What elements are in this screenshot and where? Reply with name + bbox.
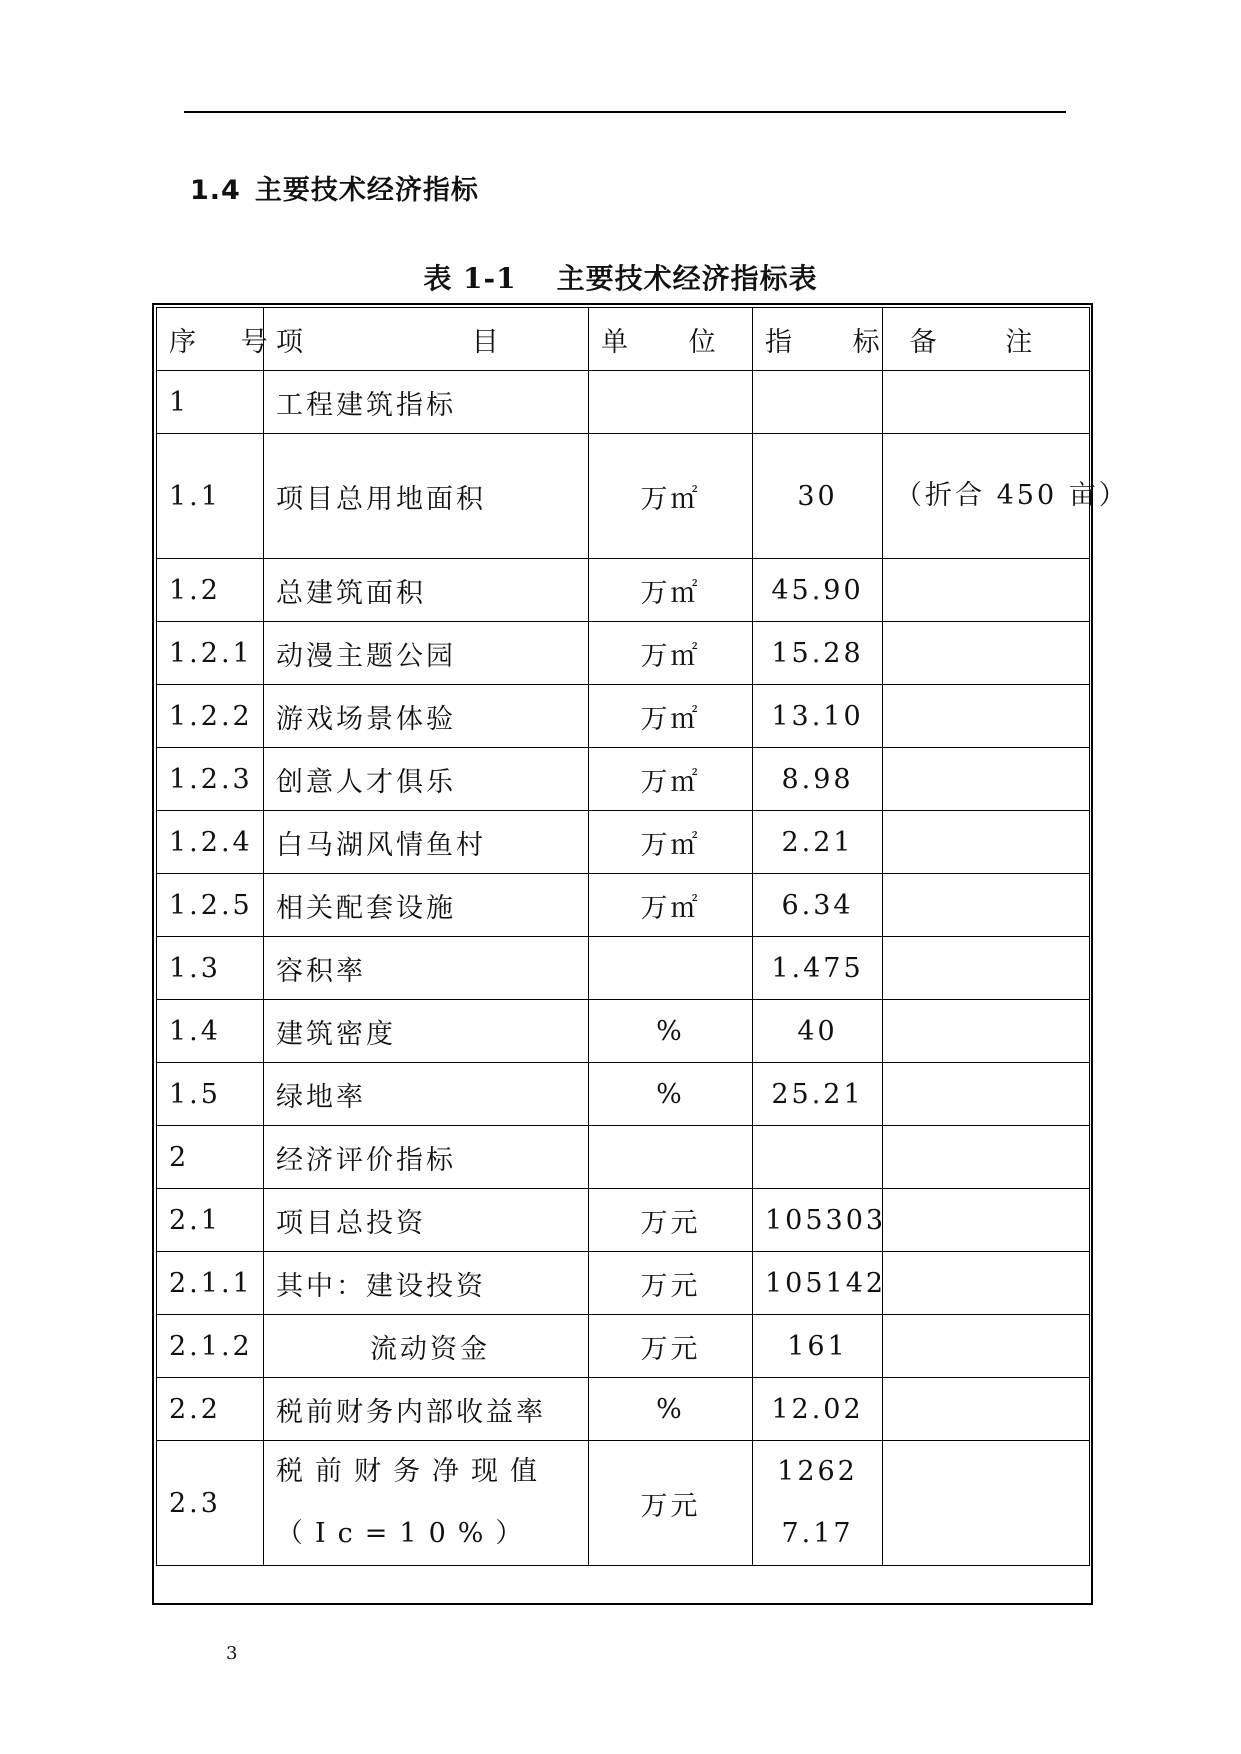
row-unit: 万㎡ <box>589 874 753 937</box>
header-cell-no: 序 号 <box>157 308 264 371</box>
row-no: 1 <box>157 371 264 434</box>
row-unit: 万㎡ <box>589 685 753 748</box>
row-value: 12.02 <box>753 1378 883 1441</box>
row-unit: 万㎡ <box>589 622 753 685</box>
row-unit: 万㎡ <box>589 559 753 622</box>
row-item: 游戏场景体验 <box>264 685 589 748</box>
row-no: 2 <box>157 1126 264 1189</box>
row-item: 容积率 <box>264 937 589 1000</box>
section-number: 1.4 <box>190 175 241 206</box>
row-note <box>883 622 1090 685</box>
page-number: 3 <box>226 1643 238 1664</box>
row-unit: 万元 <box>589 1315 753 1378</box>
table-row <box>157 1063 1090 1126</box>
row-unit: % <box>589 1000 753 1063</box>
row-no: 1.2.5 <box>157 874 264 937</box>
header-cell-value: 指 标 <box>753 308 883 371</box>
row-item-sub: （Ic=10%） <box>276 1518 535 1549</box>
row-no: 2.1.2 <box>157 1315 264 1378</box>
row-unit: % <box>589 1378 753 1441</box>
row-no: 2.3 <box>157 1441 264 1566</box>
row-value: 12627.17 <box>753 1441 883 1566</box>
row-no: 1.3 <box>157 937 264 1000</box>
table-row <box>157 937 1090 1000</box>
row-note: （折合 450 亩） <box>883 434 1090 559</box>
row-note <box>883 1378 1090 1441</box>
row-item: 绿地率 <box>264 1063 589 1126</box>
row-no: 1.2.2 <box>157 685 264 748</box>
row-item: 白马湖风情鱼村 <box>264 811 589 874</box>
row-item: 其中：建设投资 <box>264 1252 589 1315</box>
table-row <box>157 1000 1090 1063</box>
table-row <box>157 874 1090 937</box>
table-caption-number: 表 1-1 <box>423 262 517 295</box>
table-header-row <box>157 308 1090 371</box>
row-note <box>883 371 1090 434</box>
row-item: 动漫主题公园 <box>264 622 589 685</box>
row-no: 2.1.1 <box>157 1252 264 1315</box>
row-item: 相关配套设施 <box>264 874 589 937</box>
row-value: 25.21 <box>753 1063 883 1126</box>
row-note <box>883 1315 1090 1378</box>
row-value: 13.10 <box>753 685 883 748</box>
row-value: 105142 <box>753 1252 883 1315</box>
row-unit: 万㎡ <box>589 434 753 559</box>
table-row <box>157 1189 1090 1252</box>
table-row <box>157 434 1090 559</box>
row-value: 1.475 <box>753 937 883 1000</box>
row-note <box>883 1126 1090 1189</box>
table-row <box>157 371 1090 434</box>
row-no: 1.2.3 <box>157 748 264 811</box>
row-value <box>753 1126 883 1189</box>
row-no: 1.5 <box>157 1063 264 1126</box>
row-note <box>883 559 1090 622</box>
row-item: 项目总用地面积 <box>264 434 589 559</box>
row-note <box>883 1252 1090 1315</box>
row-note <box>883 874 1090 937</box>
section-title: 主要技术经济指标 <box>254 175 479 206</box>
row-unit <box>589 371 753 434</box>
row-item: 经济评价指标 <box>264 1126 589 1189</box>
row-note <box>883 937 1090 1000</box>
row-value: 6.34 <box>753 874 883 937</box>
row-value: 8.98 <box>753 748 883 811</box>
row-value: 105303 <box>753 1189 883 1252</box>
row-unit: 万元 <box>589 1441 753 1566</box>
row-no: 1.2 <box>157 559 264 622</box>
row-unit: 万㎡ <box>589 811 753 874</box>
row-item: 流动资金 <box>264 1315 589 1378</box>
row-item: 总建筑面积 <box>264 559 589 622</box>
row-item <box>264 1441 589 1566</box>
table-row <box>157 1252 1090 1315</box>
row-note <box>883 748 1090 811</box>
row-item: 建筑密度 <box>264 1000 589 1063</box>
row-value: 161 <box>753 1315 883 1378</box>
row-note <box>883 811 1090 874</box>
table-row <box>157 1441 1090 1566</box>
header-cell-unit: 单 位 <box>589 308 753 371</box>
row-item: 创意人才俱乐 <box>264 748 589 811</box>
row-unit: 万元 <box>589 1189 753 1252</box>
row-no: 1.4 <box>157 1000 264 1063</box>
row-item-main: 税前财务净现值 <box>276 1456 549 1487</box>
header-rule <box>184 111 1066 113</box>
row-no: 2.2 <box>157 1378 264 1441</box>
row-note <box>883 1063 1090 1126</box>
header-cell-note: 备 注 <box>883 308 1090 371</box>
row-note <box>883 1441 1090 1566</box>
row-note <box>883 685 1090 748</box>
table-row <box>157 559 1090 622</box>
row-unit <box>589 1126 753 1189</box>
row-unit: 万㎡ <box>589 748 753 811</box>
header-cell-item: 项 目 <box>264 308 589 371</box>
row-unit: 万元 <box>589 1252 753 1315</box>
row-no: 1.2.4 <box>157 811 264 874</box>
table-row <box>157 1126 1090 1189</box>
row-note <box>883 1000 1090 1063</box>
row-no: 2.1 <box>157 1189 264 1252</box>
row-no: 1.2.1 <box>157 622 264 685</box>
row-value: 40 <box>753 1000 883 1063</box>
row-value: 30 <box>753 434 883 559</box>
section-heading <box>190 168 479 207</box>
row-value: 15.28 <box>753 622 883 685</box>
row-no: 1.1 <box>157 434 264 559</box>
row-unit <box>589 937 753 1000</box>
row-value <box>753 371 883 434</box>
row-unit: % <box>589 1063 753 1126</box>
table-row <box>157 685 1090 748</box>
table-row <box>157 1315 1090 1378</box>
table-caption <box>0 257 1241 297</box>
row-note <box>883 1189 1090 1252</box>
row-value: 45.90 <box>753 559 883 622</box>
row-value: 2.21 <box>753 811 883 874</box>
table-row <box>157 1378 1090 1441</box>
table-row <box>157 811 1090 874</box>
table-row <box>157 748 1090 811</box>
indicator-table <box>156 307 1129 1566</box>
table-caption-title: 主要技术经济指标表 <box>556 262 818 295</box>
table-row <box>157 622 1090 685</box>
row-item: 工程建筑指标 <box>264 371 589 434</box>
row-item: 税前财务内部收益率 <box>264 1378 589 1441</box>
row-item: 项目总投资 <box>264 1189 589 1252</box>
